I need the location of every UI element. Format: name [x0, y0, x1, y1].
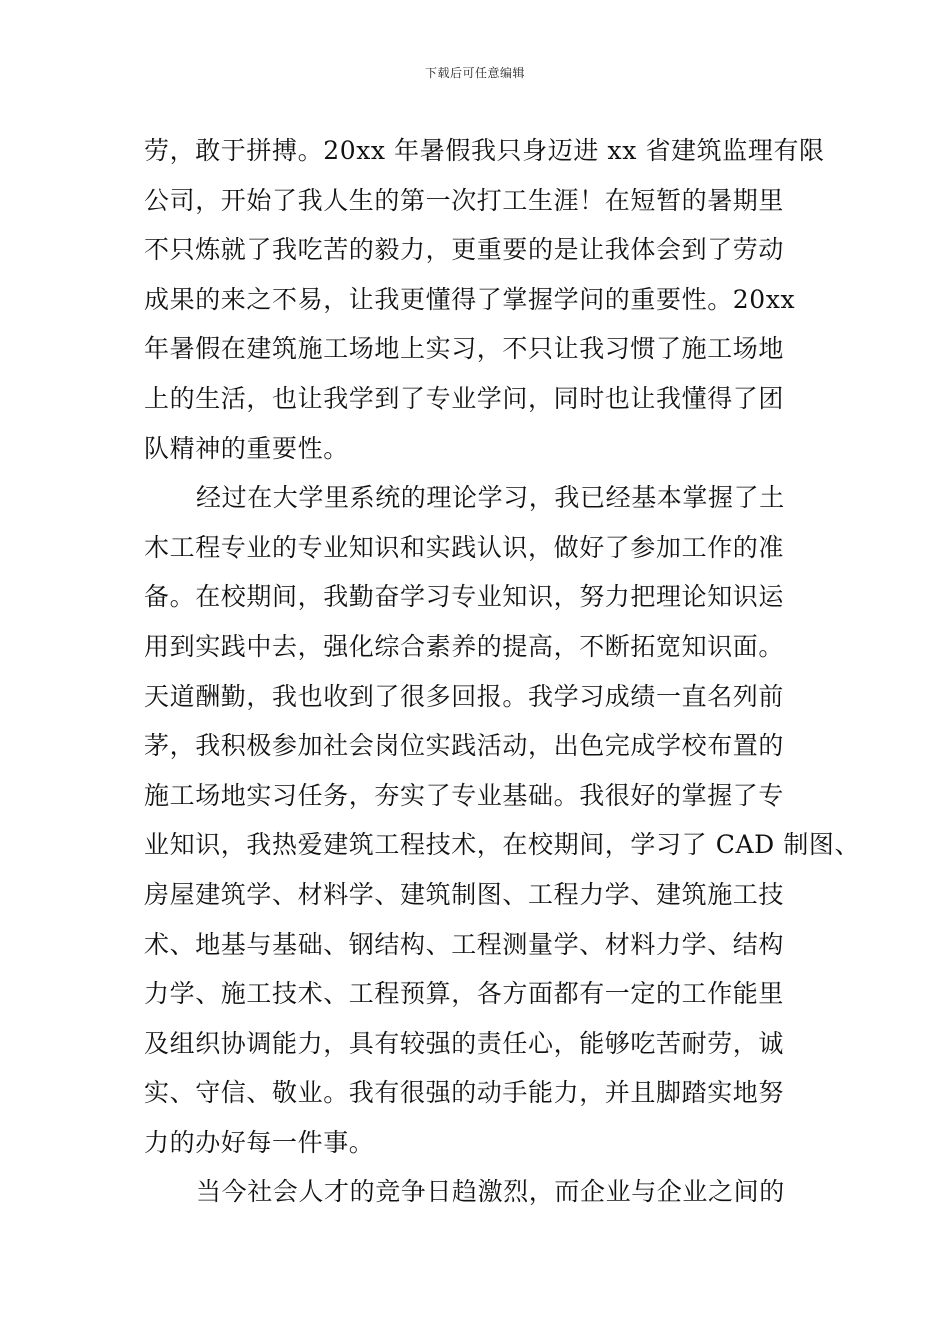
text-line: 成果的来之不易，让我更懂得了掌握学问的重要性。20xx	[144, 284, 796, 314]
text-line-paragraph-start: 当今社会人才的竞争日趋激烈，而企业与企业之间的	[196, 1177, 785, 1207]
text-line: 不只炼就了我吃苦的毅力，更重要的是让我体会到了劳动	[144, 235, 785, 265]
text-line: 用到实践中去，强化综合素养的提高，不断拓宽知识面。	[144, 631, 785, 661]
text-line: 术、地基与基础、钢结构、工程测量学、材料力学、结构	[144, 929, 785, 959]
text-line: 公司，开始了我人生的第一次打工生涯！在短暂的暑期里	[144, 185, 785, 215]
document-body	[144, 126, 861, 1217]
text-line: 备。在校期间，我勤奋学习专业知识，努力把理论知识运	[144, 582, 785, 612]
text-line: 队精神的重要性。	[144, 433, 349, 463]
text-line: 业知识，我热爱建筑工程技术，在校期间，学习了 CAD 制图、	[144, 830, 861, 860]
text-line: 力学、施工技术、工程预算，各方面都有一定的工作能里	[144, 979, 785, 1009]
text-line: 房屋建筑学、材料学、建筑制图、工程力学、建筑施工技	[144, 879, 785, 909]
text-line: 天道酬勤，我也收到了很多回报。我学习成绩一直名列前	[144, 681, 785, 711]
text-line: 茅，我积极参加社会岗位实践活动，出色完成学校布置的	[144, 731, 785, 761]
text-line: 木工程专业的专业知识和实践认识，做好了参加工作的准	[144, 532, 785, 562]
text-line: 上的生活，也让我学到了专业学问，同时也让我懂得了团	[144, 383, 785, 413]
text-line: 施工场地实习任务，夯实了专业基础。我很好的掌握了专	[144, 780, 785, 810]
text-line: 年暑假在建筑施工场地上实习，不只让我习惯了施工场地	[144, 334, 785, 364]
text-line: 实、守信、敬业。我有很强的动手能力，并且脚踏实地努	[144, 1078, 785, 1108]
text-line: 劳，敢于拼搏。20xx 年暑假我只身迈进 xx 省建筑监理有限	[144, 136, 825, 165]
header-note: 下载后可任意编辑	[424, 66, 525, 80]
text-line-paragraph-start: 经过在大学里系统的理论学习，我已经基本掌握了土	[196, 483, 785, 513]
text-line: 及组织协调能力，具有较强的责任心，能够吃苦耐劳，诚	[144, 1028, 785, 1058]
text-line: 力的办好每一件事。	[144, 1127, 375, 1157]
